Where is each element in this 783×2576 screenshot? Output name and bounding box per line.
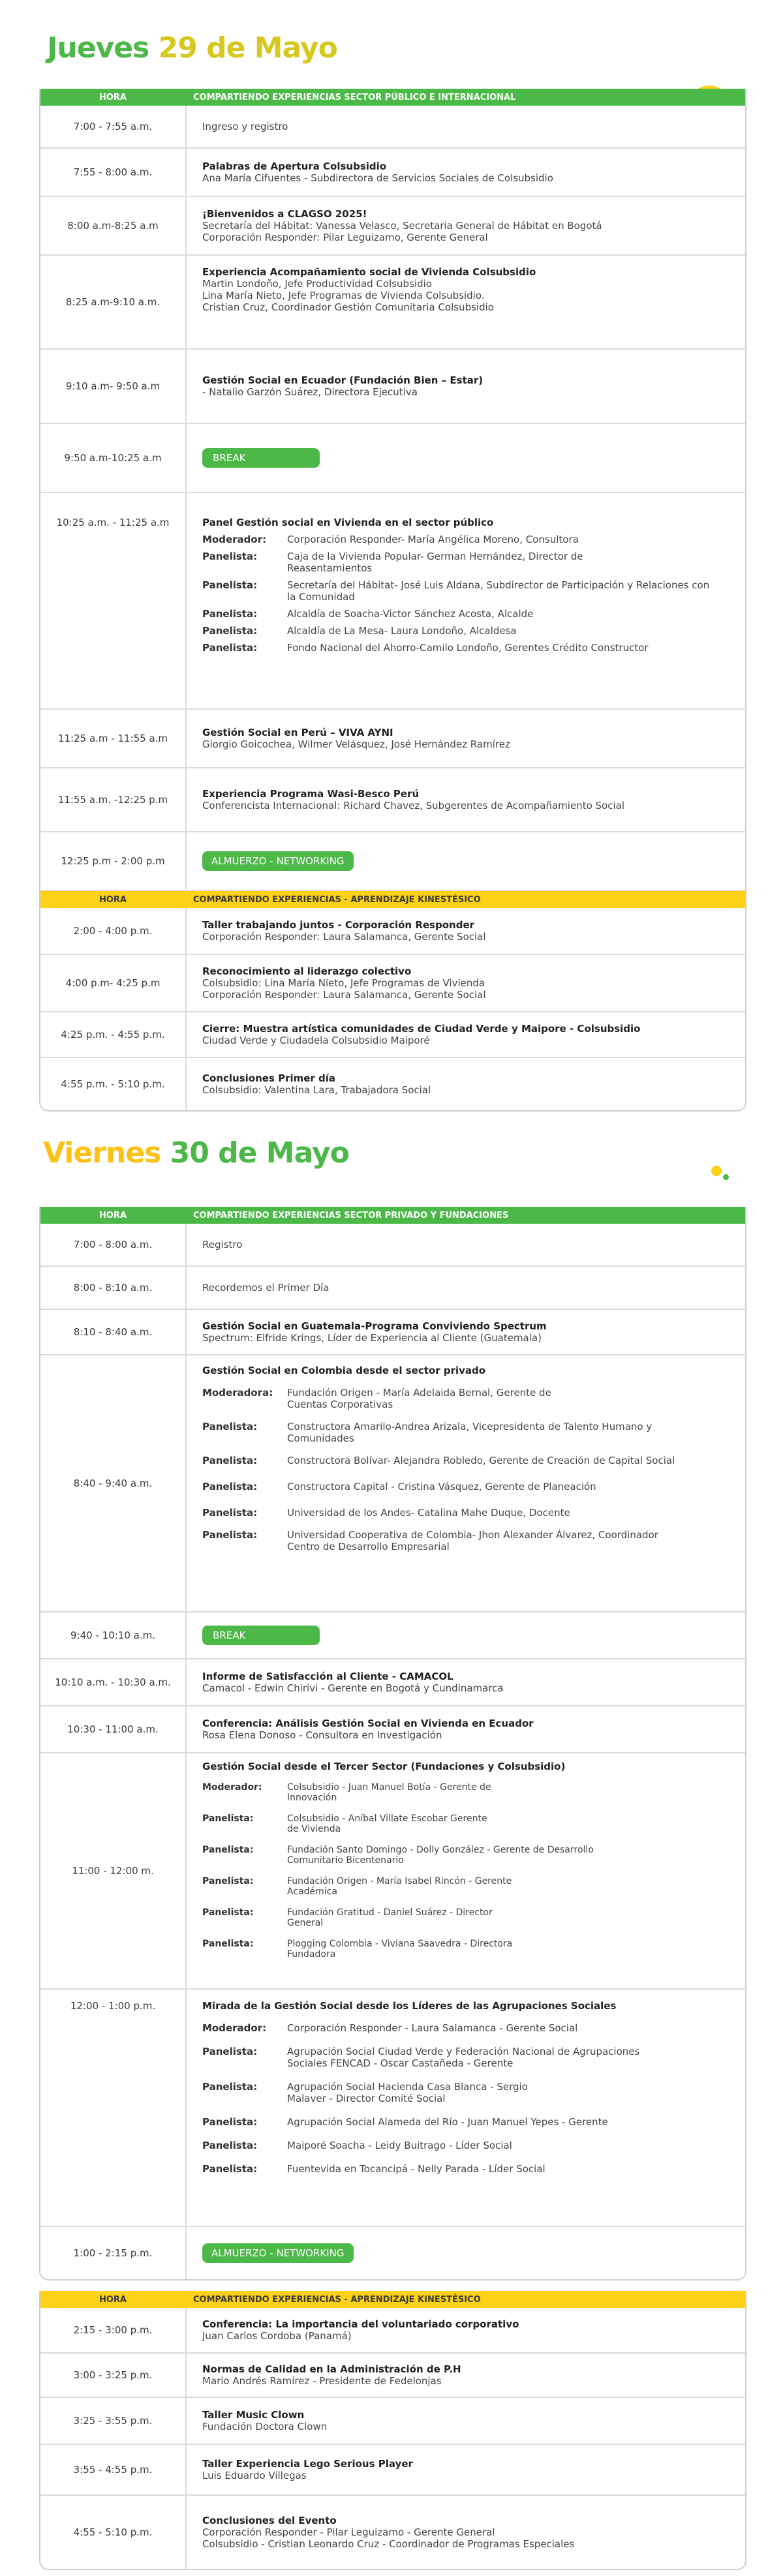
panel-person: Secretaría del Hábitat- José Luis Aldana, Subdirector de Participación y Relaciones con la Comunidad [287, 579, 710, 603]
row-time: 8:00 a.m-8:25 a.m [40, 197, 187, 254]
row-time: 9:10 a.m- 9:50 a.m [40, 350, 187, 423]
lunch-row [40, 832, 745, 891]
panel-person: Fondo Nacional del Ahorro-Camilo Londoño, Gerentes Crédito Constructor [287, 642, 649, 654]
schedule-row [40, 908, 745, 955]
panel-item [202, 2116, 737, 2128]
row-line: Secretaría del Hábitat: Vanessa Velasco, Secretaria General de Hábitat en Bogotá [202, 220, 602, 232]
panel-item [202, 2081, 737, 2104]
panel-row [40, 1753, 745, 1990]
row-title: Gestión Social en Guatemala-Programa Conviviendo Spectrum [202, 1320, 547, 1332]
panel-role: Panelista: [202, 1481, 258, 1493]
row-title: Conclusiones del Evento [202, 2515, 337, 2526]
schedule-row [40, 2496, 745, 2569]
row-title: Cierre: Muestra artística comunidades de Ciudad Verde y Maipore - Colsubsidio [202, 1023, 641, 1035]
row-time: 2:00 - 4:00 p.m. [40, 908, 187, 954]
day2-header-kinesthetic [40, 2291, 745, 2308]
panel-item [202, 534, 737, 545]
panel-role: Panelista: [202, 1455, 258, 1466]
header-title: COMPARTIENDO EXPERIENCIAS - APRENDIZAJE KINESTÉSICO [193, 894, 481, 905]
header-hora: HORA [99, 92, 127, 102]
row-line: Colsubsidio: Lina María Nieto, Jefe Programas de Vivienda [202, 977, 485, 989]
break-badge: BREAK [202, 1626, 320, 1645]
schedule-row [40, 350, 745, 424]
row-title: Conclusiones Primer día [202, 1072, 336, 1084]
panel-role: Panelista: [202, 2081, 258, 2093]
panel-item [202, 1455, 737, 1466]
row-line: Ana María Cifuentes - Subdirectora de Servicios Sociales de Colsubsidio [202, 172, 553, 184]
row-title: Taller Experiencia Lego Serious Player [202, 2458, 413, 2470]
panel-item [202, 1782, 737, 1803]
row-time: 7:00 - 7:55 a.m. [40, 106, 187, 147]
panel-person: Colsubsidio - Juan Manuel Botía - Gerente de Innovación [287, 1782, 491, 1803]
panel-person: Caja de la Vivienda Popular- German Hernández, Director de Reasentamientos [287, 551, 583, 574]
row-time [40, 1990, 187, 2226]
header-title: COMPARTIENDO EXPERIENCIAS SECTOR PRIVADO Y FUNDACIONES [193, 1210, 509, 1220]
row-line: Luis Eduardo Villegas [202, 2470, 307, 2481]
panel-person: Constructora Capital - Cristina Vásquez, Gerente de Planeación [287, 1481, 596, 1493]
row-title: Experiencia Acompañamiento social de Vivienda Colsubsidio [202, 266, 536, 278]
row-title: Conferencia: Análisis Gestión Social en Vivienda en Ecuador [202, 1718, 534, 1729]
panel-role: Panelista: [202, 1507, 258, 1519]
panel-person: Corporación Responder- María Angélica Moreno, Consultora [287, 534, 579, 545]
row-line: Corporación Responder: Pilar Leguizamo, Gerente General [202, 232, 488, 243]
row-time: 4:25 p.m. - 4:55 p.m. [40, 1012, 187, 1057]
row-line: Ingreso y registro [202, 121, 288, 132]
row-line: Corporación Responder: Laura Salamanca, Gerente Social [202, 931, 486, 943]
panel-item [202, 608, 737, 620]
row-line: Juan Carlos Cordoba (Panamá) [202, 2330, 352, 2342]
row-line: Corporación Responder: Laura Salamanca, Gerente Social [202, 989, 486, 1001]
panel-role: Panelista: [202, 2046, 258, 2057]
panel-person: Maiporé Soacha - Leidy Buitrago - Líder Social [287, 2140, 512, 2151]
day1-date: 29 de Mayo [158, 31, 337, 65]
panel-title: Panel Gestión social en Vivienda en el sector público [202, 517, 494, 528]
row-time: 8:00 - 8:10 a.m. [40, 1267, 187, 1309]
panel-role: Moderador: [202, 1782, 262, 1793]
panel-role: Panelista: [202, 1813, 254, 1824]
row-time: 7:55 - 8:00 a.m. [40, 149, 187, 196]
decor-dot [723, 1174, 729, 1180]
row-title: Taller Music Clown [202, 2409, 305, 2421]
panel-person: Universidad de los Andes- Catalina Mahe Duque, Docente [287, 1507, 570, 1519]
panel-person: Alcaldía de La Mesa- Laura Londoño, Alcaldesa [287, 625, 517, 637]
row-time: 3:25 - 3:55 p.m. [40, 2398, 187, 2444]
panel-person: Fuentevida en Tocancipá - Nelly Parada - Líder Social [287, 2163, 545, 2175]
row-time: 10:10 a.m. - 10:30 a.m. [40, 1659, 187, 1705]
row-line: Mario Andrés Ramírez - Presidente de Fedelonjas [202, 2375, 442, 2387]
row-time-text: 12:00 - 1:00 p.m. [70, 2000, 156, 2012]
day1-header-public [40, 89, 745, 106]
schedule-row [40, 1267, 745, 1310]
panel-row [40, 1356, 745, 1613]
row-line: Fundación Doctora Clown [202, 2421, 328, 2432]
panel-person: Fundación Santo Domingo - Dolly González - Gerente de Desarrollo Comunitario Bicentenario [287, 1845, 594, 1866]
row-line: Rosa Elena Donoso - Consultora en Investigación [202, 1729, 442, 1741]
row-time: 4:00 p.m- 4:25 p.m [40, 955, 187, 1011]
row-time: 8:40 - 9:40 a.m. [40, 1356, 187, 1611]
row-line: Cristian Cruz, Coordinador Gestión Comunitaria Colsubsidio [202, 301, 494, 313]
panel-role: Panelista: [202, 2140, 258, 2151]
panel-item [202, 1529, 737, 1553]
panel-role: Panelista: [202, 625, 258, 637]
panel-row [40, 493, 745, 710]
schedule-row [40, 1224, 745, 1267]
row-line: Registro [202, 1239, 243, 1250]
decor-dot [711, 1166, 722, 1176]
row-time: 10:30 - 11:00 a.m. [40, 1706, 187, 1752]
row-time: 3:00 - 3:25 p.m. [40, 2354, 187, 2397]
row-time: 7:00 - 8:00 a.m. [40, 1224, 187, 1265]
panel-row [40, 1990, 745, 2227]
lunch-badge: ALMUERZO - NETWORKING [202, 2243, 354, 2263]
panel-item [202, 1387, 737, 1410]
panel-item [202, 1907, 737, 1928]
header-title: COMPARTIENDO EXPERIENCIAS SECTOR PÚBLICO E INTERNACIONAL [193, 92, 516, 102]
lunch-row [40, 2227, 745, 2279]
row-line: Recordemos el Primer Día [202, 1282, 330, 1294]
panel-item [202, 625, 737, 637]
row-title: Gestión Social en Ecuador (Fundación Bien – Estar) [202, 374, 484, 386]
panel-person: Constructora Bolívar- Alejandra Robledo, Gerente de Creación de Capital Social [287, 1455, 675, 1466]
row-time: 8:10 - 8:40 a.m. [40, 1310, 187, 1354]
row-time: 9:50 a.m-10:25 a.m [40, 424, 187, 492]
schedule-row [40, 1659, 745, 1706]
panel-item [202, 2163, 737, 2175]
panel-role: Panelista: [202, 1939, 254, 1949]
panel-item [202, 1876, 737, 1897]
row-line: Corporación Responder - Pilar Leguizamo - Gerente General [202, 2526, 495, 2538]
panel-item [202, 1481, 737, 1493]
schedule-row [40, 2308, 745, 2354]
row-time: 11:55 a.m. -12:25 p.m [40, 768, 187, 831]
row-line: Camacol - Edwin Chirivi - Gerente en Bogotá y Cundinamarca [202, 1682, 504, 1694]
row-time: 2:15 - 3:00 p.m. [40, 2308, 187, 2352]
panel-person: Agrupación Social Hacienda Casa Blanca - Sergio Malaver - Director Comité Social [287, 2081, 528, 2104]
row-time: 11:25 a.m - 11:55 a.m [40, 710, 187, 767]
panel-role: Panelista: [202, 2116, 258, 2128]
row-line: Spectrum: Elfride Krings, Líder de Experiencia al Cliente (Guatemala) [202, 1332, 542, 1344]
panel-role: Moderadora: [202, 1387, 273, 1399]
panel-role: Panelista: [202, 551, 258, 562]
day2-weekday: Viernes [43, 1136, 161, 1170]
panel-person: Fundación Origen - María Isabel Rincón - Gerente Académica [287, 1876, 512, 1897]
panel-role: Moderador: [202, 2022, 267, 2034]
header-title: COMPARTIENDO EXPERIENCIAS - APRENDIZAJE KINESTÉSICO [193, 2294, 481, 2305]
day1-header-kinesthetic [40, 891, 745, 908]
panel-item [202, 1813, 737, 1834]
panel-role: Panelista: [202, 642, 258, 654]
panel-role: Panelista: [202, 1907, 254, 1918]
day2-schedule-table [39, 1207, 746, 2281]
panel-title: Mirada de la Gestión Social desde los Líderes de las Agrupaciones Sociales [202, 2000, 617, 2012]
panel-item [202, 551, 737, 574]
panel-item [202, 2140, 737, 2151]
schedule-row [40, 256, 745, 350]
panel-title: Gestión Social en Colombia desde el sector privado [202, 1365, 486, 1376]
header-hora: HORA [99, 2294, 127, 2305]
day1-schedule-table [39, 89, 746, 1112]
schedule-row [40, 197, 745, 256]
row-line: Ciudad Verde y Ciudadela Colsubsidio Maiporé [202, 1035, 430, 1046]
schedule-row [40, 1310, 745, 1356]
panel-item [202, 579, 737, 603]
row-time-text: 10:25 a.m. - 11:25 a.m [56, 517, 170, 528]
panel-role: Panelista: [202, 1876, 254, 1887]
panel-person: Alcaldía de Soacha-Victor Sánchez Acosta, Alcalde [287, 608, 534, 620]
panel-role: Panelista: [202, 1529, 258, 1541]
panel-person: Constructora Amarilo-Andrea Arizala, Vicepresidenta de Talento Humano y Comunidades [287, 1421, 652, 1444]
panel-role: Panelista: [202, 1845, 254, 1855]
schedule-row [40, 1706, 745, 1753]
row-time: 11:00 - 12:00 m. [40, 1753, 187, 1988]
row-line: Martin Londoño, Jefe Productividad Colsubsidio [202, 278, 432, 290]
row-line: Colsubsidio: Valentina Lara, Trabajadora Social [202, 1084, 431, 1096]
row-time: 4:55 - 5:10 p.m. [40, 2496, 187, 2569]
day1-title [47, 31, 337, 65]
row-time: 9:40 - 10:10 a.m. [40, 1613, 187, 1658]
row-time: 1:00 - 2:15 p.m. [40, 2227, 187, 2279]
row-line: Conferencista Internacional: Richard Chavez, Subgerentes de Acompañamiento Social [202, 800, 624, 811]
row-time: 4:55 p.m. - 5:10 p.m. [40, 1058, 187, 1110]
panel-item [202, 1845, 737, 1866]
row-time: 8:25 a.m-9:10 a.m. [40, 256, 187, 348]
panel-item [202, 1507, 737, 1519]
row-time: 12:25 p.m - 2:00 p.m [40, 832, 187, 890]
panel-person: Agrupación Social Ciudad Verde y Federación Nacional de Agrupaciones Sociales FENCAD - Oscar Castañeda - Gerente [287, 2046, 640, 2069]
break-row [40, 424, 745, 493]
row-time: 3:55 - 4:55 p.m. [40, 2445, 187, 2494]
schedule-row [40, 710, 745, 768]
panel-item [202, 642, 737, 654]
day2-title [43, 1136, 349, 1170]
schedule-row [40, 2398, 745, 2445]
panel-item [202, 1939, 737, 1960]
day1-weekday: Jueves [47, 31, 149, 65]
panel-role: Panelista: [202, 608, 258, 620]
schedule-row [40, 768, 745, 832]
panel-person: Colsubsidio - Aníbal Villate Escobar Gerente de Vivienda [287, 1813, 487, 1834]
row-title: Informe de Satisfacción al Cliente - CAMACOL [202, 1671, 453, 1682]
panel-person: Fundación Gratitud - Daniel Suárez - Director General [287, 1907, 493, 1928]
schedule-row [40, 149, 745, 197]
schedule-row [40, 106, 745, 149]
row-line: Colsubsidio - Cristian Leonardo Cruz - Coordinador de Programas Especiales [202, 2538, 575, 2550]
break-badge: BREAK [202, 448, 320, 468]
row-line: Lina María Nieto, Jefe Programas de Vivienda Colsubsidio. [202, 290, 485, 301]
row-title: Experiencia Programa Wasi-Besco Perú [202, 788, 420, 800]
row-line: Giorgio Goicochea, Wilmer Velásquez, José Hernández Ramírez [202, 738, 510, 750]
lunch-badge: ALMUERZO - NETWORKING [202, 851, 354, 871]
day2-date: 30 de Mayo [170, 1136, 349, 1170]
break-row [40, 1613, 745, 1659]
row-title: Reconocimiento al liderazgo colectivo [202, 965, 412, 977]
row-title: Palabras de Apertura Colsubsidio [202, 160, 387, 172]
row-title: Taller trabajando juntos - Corporación Responder [202, 919, 475, 931]
schedule-row [40, 2445, 745, 2496]
panel-role: Panelista: [202, 2163, 258, 2175]
row-line: - Natalio Garzón Suárez, Directora Ejecutiva [202, 386, 418, 398]
schedule-row [40, 2354, 745, 2398]
panel-item [202, 1421, 737, 1444]
panel-person: Fundación Origen - María Adelaida Bernal, Gerente de Cuentas Corporativas [287, 1387, 551, 1410]
row-title: ¡Bienvenidos a CLAGSO 2025! [202, 208, 367, 220]
panel-role: Panelista: [202, 579, 258, 591]
row-title: Normas de Calidad en la Administración de P.H [202, 2363, 461, 2375]
panel-person: Universidad Cooperativa de Colombia- Jhon Alexander Álvarez, Coordinador Centro de Desarrollo Empresarial [287, 1529, 658, 1553]
panel-item [202, 2046, 737, 2069]
day2-kinesthetic-table [39, 2291, 746, 2570]
panel-person: Corporación Responder - Laura Salamanca - Gerente Social [287, 2022, 578, 2034]
header-hora: HORA [99, 894, 127, 905]
panel-item [202, 2022, 737, 2034]
schedule-row [40, 1058, 745, 1110]
panel-person: Agrupación Social Alameda del Río - Juan Manuel Yepes - Gerente [287, 2116, 608, 2128]
day2-header-private [40, 1207, 745, 1224]
row-time [40, 493, 187, 708]
header-hora: HORA [99, 1210, 127, 1220]
panel-title: Gestión Social desde el Tercer Sector (Fundaciones y Colsubsidio) [202, 1761, 566, 1772]
schedule-row [40, 1012, 745, 1058]
row-title: Gestión Social en Perú – VIVA AYNI [202, 727, 393, 738]
panel-person: Plogging Colombia - Viviana Saavedra - Directora Fundadora [287, 1939, 513, 1960]
row-title: Conferencia: La importancia del voluntariado corporativo [202, 2318, 519, 2330]
schedule-row [40, 955, 745, 1012]
panel-role: Panelista: [202, 1421, 258, 1432]
panel-role: Moderador: [202, 534, 267, 545]
